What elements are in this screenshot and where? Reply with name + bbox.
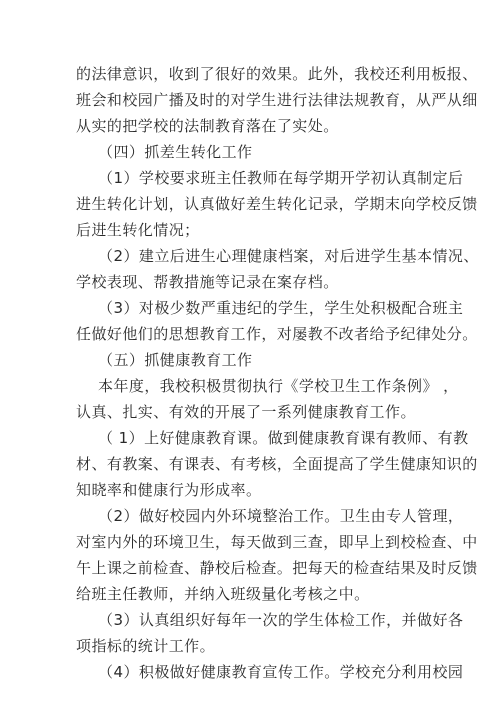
section-heading: （五）抓健康教育工作: [98, 351, 253, 369]
text-line: （2）做好校园内外环境整治工作。卫生由专人管理，: [98, 507, 464, 525]
text-line: 认真、扎实、有效的开展了一系列健康教育工作。: [76, 403, 416, 421]
text-line: （3）认真组织好每年一次的学生体检工作，并做好各: [98, 611, 464, 629]
section-heading: （四）抓差生转化工作: [98, 143, 253, 161]
text-line: 知晓率和健康行为形成率。: [76, 481, 262, 499]
text-line: 本年度，我校积极贯彻执行《学校卫生工作条例》 ，: [98, 377, 459, 395]
text-line: （2）建立后进生心理健康档案，对后进学生基本情况、: [98, 247, 479, 265]
text-line: 班会和校园广播及时的对学生进行法律法规教育，从严从细: [76, 91, 478, 109]
text-line: （3）对极少数严重违纪的学生，学生处积极配合班主: [98, 299, 464, 317]
text-line: （ 1）上好健康教育课。做到健康教育课有教师、有教: [98, 429, 469, 447]
text-line: 从实的把学校的法制教育落在了实处。: [76, 117, 339, 135]
text-line: 的法律意识，收到了很好的效果。此外，我校还利用板报、: [76, 65, 478, 83]
text-line: 任做好他们的思想教育工作，对屡教不改者给予纪律处分。: [76, 325, 478, 343]
text-line: 午上课之前检查、静校后检查。把每天的检查结果及时反馈: [76, 559, 478, 577]
text-line: 对室内外的环境卫生，每天做到三查，即早上到校检查、中: [76, 533, 478, 551]
text-line: 材、有教案、有课表、有考核，全面提高了学生健康知识的: [76, 455, 478, 473]
text-line: 给班主任教师，并纳入班级量化考核之中。: [76, 585, 370, 603]
text-line: 项指标的统计工作。: [76, 637, 216, 655]
text-line: 后进生转化情况；: [76, 221, 200, 239]
text-line: 学校表现、帮教措施等记录在案存档。: [76, 273, 339, 291]
text-line: （4）积极做好健康教育宣传工作。学校充分利用校园: [98, 663, 464, 681]
text-line: （1）学校要求班主任教师在每学期开学初认真制定后: [98, 169, 464, 187]
text-line: 进生转化计划，认真做好差生转化记录，学期末向学校反馈: [76, 195, 478, 213]
